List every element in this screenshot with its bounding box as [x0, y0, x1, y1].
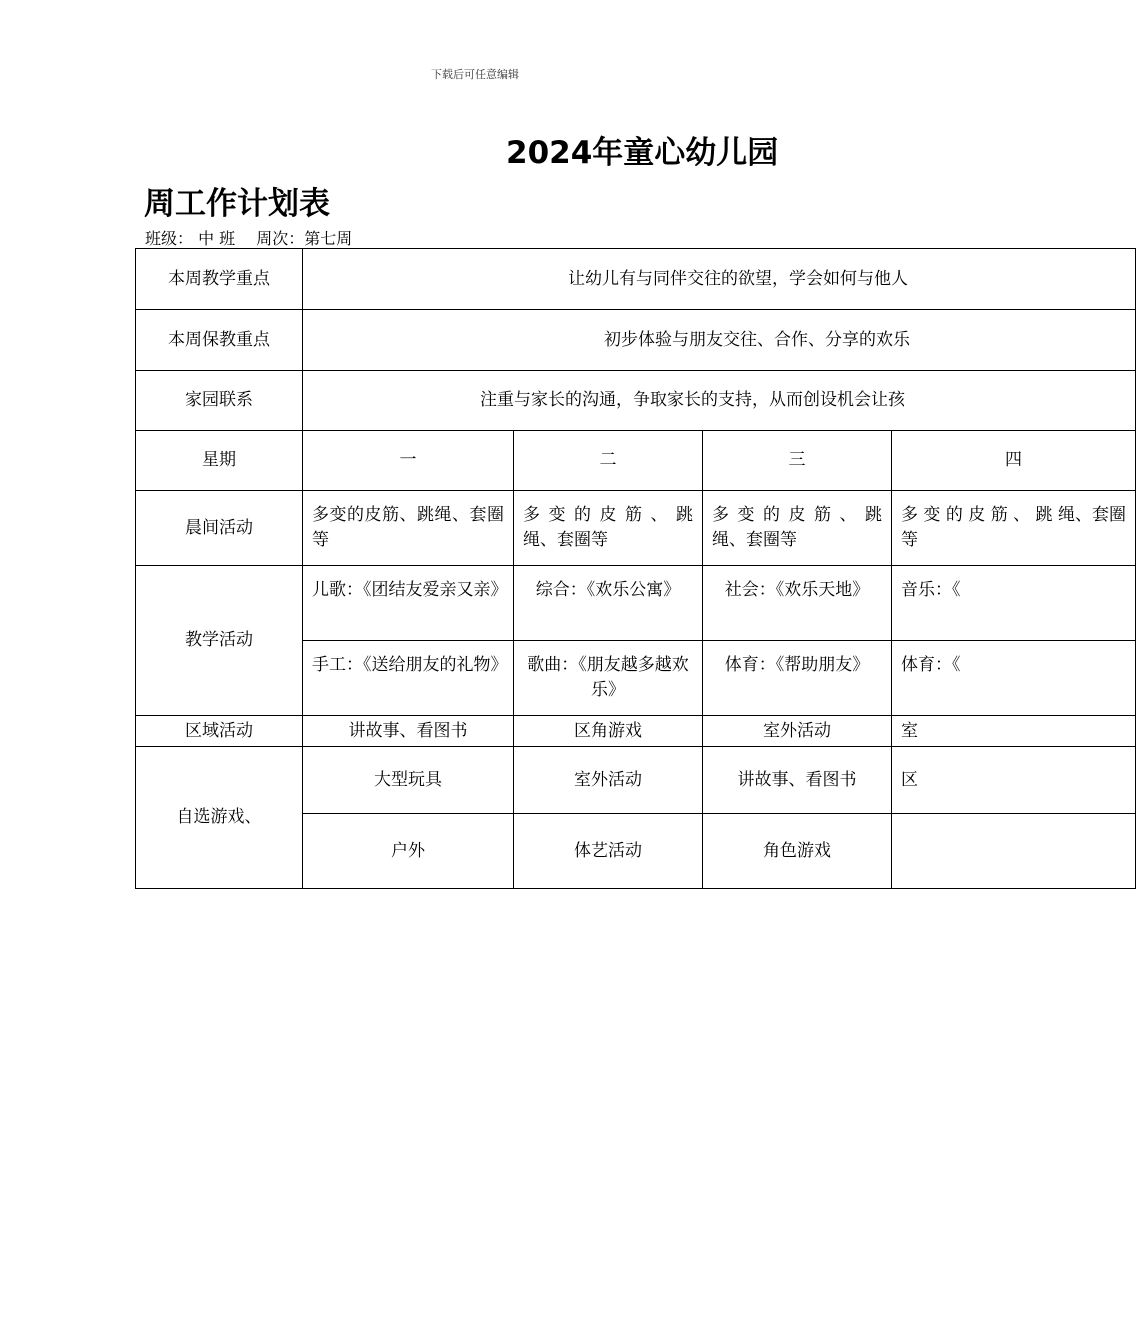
teaching-activity-tue-2: 歌曲：《朋友越多越欢乐》 — [514, 641, 703, 716]
free-play-tue-1: 室外活动 — [514, 747, 703, 814]
weekday-label: 星期 — [136, 431, 303, 491]
weekday-tue: 二 — [514, 431, 703, 491]
document-subtitle: 周工作计划表 — [144, 186, 330, 222]
free-play-mon-2: 户外 — [303, 814, 514, 889]
teaching-activity-label: 教学活动 — [136, 566, 303, 716]
table-row — [136, 249, 1136, 310]
morning-activity-mon: 多变的皮筋、跳绳、套圈等 — [303, 491, 514, 566]
teaching-activity-wed-1: 社会：《欢乐天地》 — [703, 566, 892, 641]
morning-activity-label: 晨间活动 — [136, 491, 303, 566]
teaching-activity-mon-1: 儿歌：《团结友爱亲又亲》 — [303, 566, 514, 641]
home-contact-value — [303, 371, 1136, 431]
free-play-wed-2: 角色游戏 — [703, 814, 892, 889]
morning-activity-tue: 多 变 的 皮 筋 、 跳 绳、套圈等 — [514, 491, 703, 566]
morning-activity-wed: 多 变 的 皮 筋 、 跳 绳、套圈等 — [703, 491, 892, 566]
table-row — [136, 491, 1136, 566]
class-info: 班级： 中 班 周次：第七周 — [145, 229, 353, 248]
weekday-thu: 四 — [892, 431, 1136, 491]
table-row — [136, 566, 1136, 641]
care-focus-text: 初步体验与朋友交往、合作、分享的欢乐 — [604, 329, 910, 350]
weekday-mon: 一 — [303, 431, 514, 491]
table-row — [136, 310, 1136, 371]
page-header: 下载后可任意编辑 — [431, 68, 519, 81]
home-contact-text: 注重与家长的沟通，争取家长的支持，从而创设机会让孩 — [480, 390, 905, 410]
area-activity-thu: 室 — [892, 716, 1136, 747]
weekly-plan-table — [135, 248, 1136, 889]
area-activity-wed: 室外活动 — [703, 716, 892, 747]
weekly-plan-table-wrapper — [135, 248, 1126, 890]
care-focus-label: 本周保教重点 — [136, 310, 303, 371]
area-activity-mon: 讲故事、看图书 — [303, 716, 514, 747]
area-activity-label: 区域活动 — [136, 716, 303, 747]
table-row — [136, 716, 1136, 747]
teaching-focus-text: 让幼儿有与同伴交往的欲望，学会如何与他人 — [568, 268, 908, 289]
free-play-mon-1: 大型玩具 — [303, 747, 514, 814]
teaching-activity-thu-1: 音乐：《 — [892, 566, 1136, 641]
teaching-focus-value — [303, 249, 1136, 310]
free-play-thu-2 — [892, 814, 1136, 889]
free-play-label: 自选游戏、 — [136, 747, 303, 889]
free-play-wed-1: 讲故事、看图书 — [703, 747, 892, 814]
area-activity-tue: 区角游戏 — [514, 716, 703, 747]
table-row — [136, 371, 1136, 431]
weekday-wed: 三 — [703, 431, 892, 491]
table-row — [136, 431, 1136, 491]
morning-activity-thu: 多 变 的 皮 筋 、 跳 绳、套圈等 — [892, 491, 1136, 566]
teaching-activity-tue-1: 综合：《欢乐公寓》 — [514, 566, 703, 641]
teaching-activity-wed-2: 体育：《帮助朋友》 — [703, 641, 892, 716]
care-focus-value — [303, 310, 1136, 371]
home-contact-label: 家园联系 — [136, 371, 303, 431]
document-title: 2024年童心幼儿园 — [506, 135, 779, 171]
table-row — [136, 747, 1136, 814]
teaching-focus-label: 本周教学重点 — [136, 249, 303, 310]
free-play-thu-1: 区 — [892, 747, 1136, 814]
teaching-activity-thu-2: 体育：《 — [892, 641, 1136, 716]
teaching-activity-mon-2: 手工：《送给朋友的礼物》 — [303, 641, 514, 716]
free-play-tue-2: 体艺活动 — [514, 814, 703, 889]
